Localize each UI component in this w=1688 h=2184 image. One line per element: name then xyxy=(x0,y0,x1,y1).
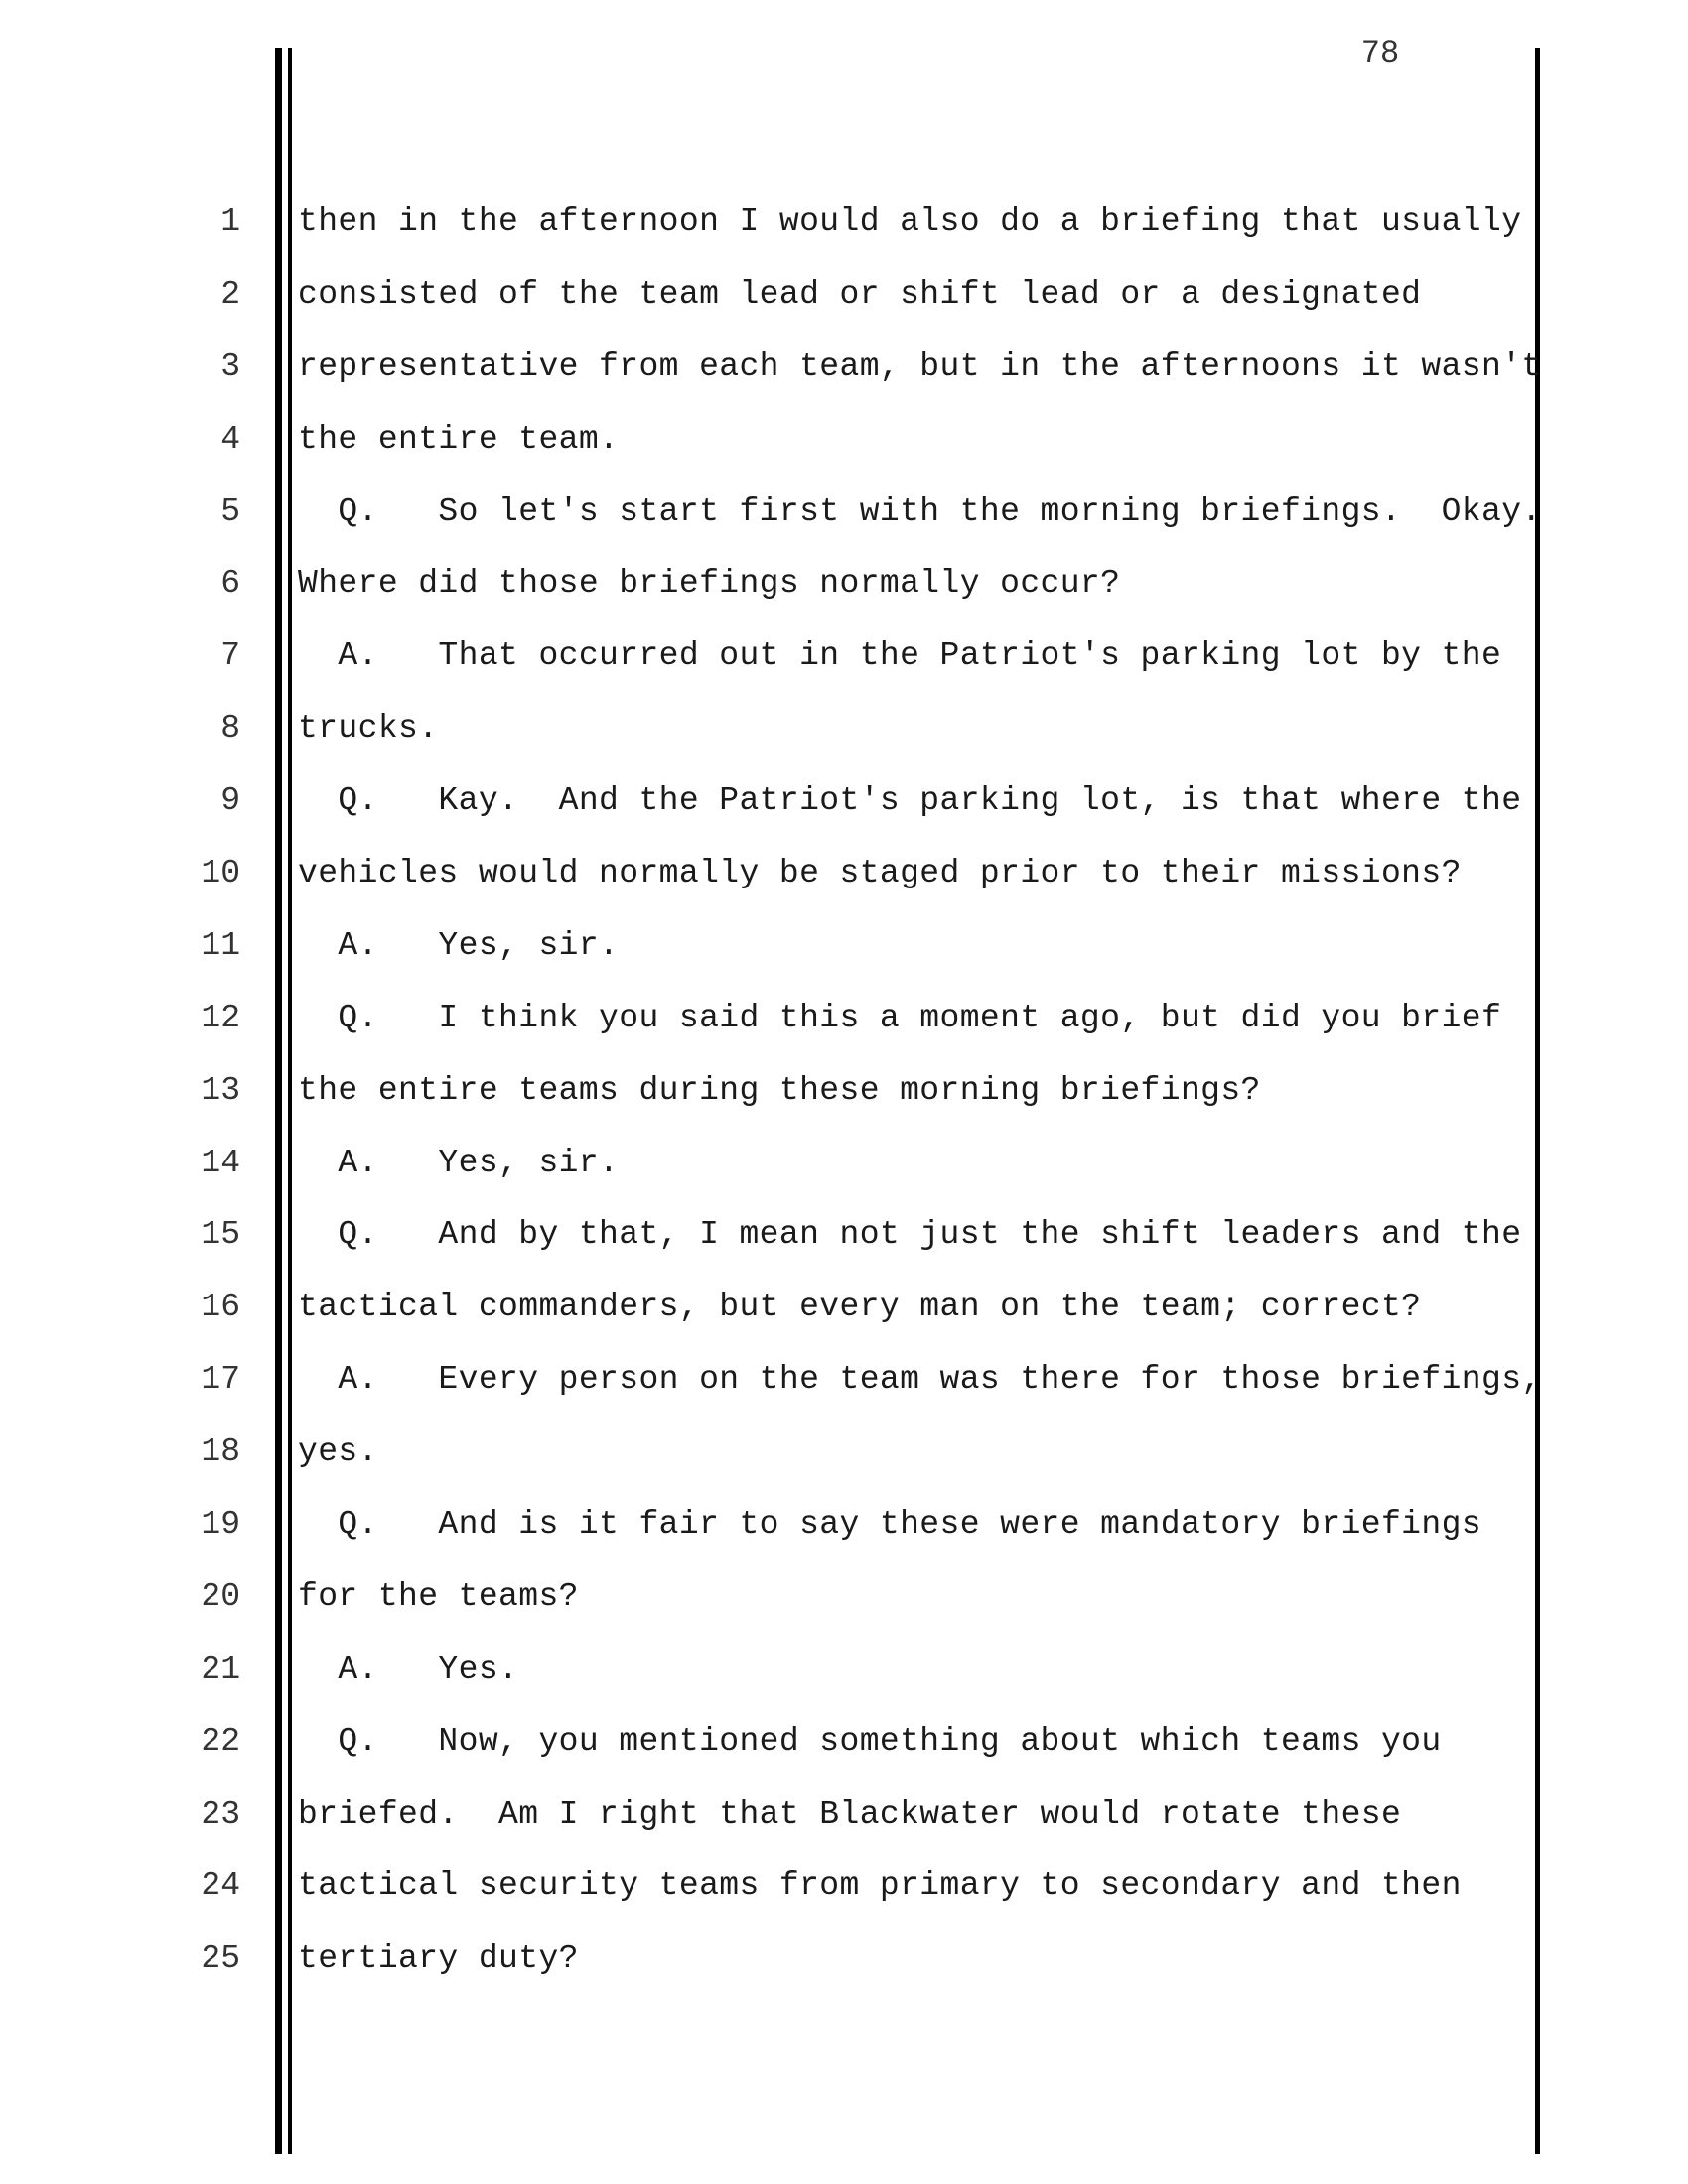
line-number: 6 xyxy=(220,565,240,603)
line-text: tactical security teams from primary to secondary and then xyxy=(298,1867,1462,1905)
line-number: 11 xyxy=(201,926,240,964)
line-number: 2 xyxy=(220,275,240,313)
transcript-line xyxy=(0,195,1688,267)
line-text: A. That occurred out in the Patriot's parking lot by the xyxy=(298,637,1502,675)
line-text: then in the afternoon I would also do a briefing that usually xyxy=(298,204,1522,240)
line-text: A. Yes. xyxy=(298,1650,519,1688)
transcript-line xyxy=(0,1280,1688,1352)
line-number: 13 xyxy=(201,1071,240,1109)
transcript-lines xyxy=(0,195,1688,2003)
line-number: 12 xyxy=(201,999,240,1036)
line-number: 15 xyxy=(201,1216,240,1254)
line-number: 14 xyxy=(201,1144,240,1181)
transcript-line xyxy=(0,991,1688,1063)
line-text: Q. And is it fair to say these were mandatory briefings xyxy=(298,1506,1481,1544)
line-text: for the teams? xyxy=(298,1577,579,1615)
line-number: 7 xyxy=(220,637,240,675)
line-number: 9 xyxy=(220,782,240,820)
transcript-line xyxy=(0,1425,1688,1497)
transcript-line xyxy=(0,773,1688,846)
line-text: A. Yes, sir. xyxy=(298,926,620,964)
line-text: trucks. xyxy=(298,710,439,748)
transcript-line xyxy=(0,628,1688,701)
transcript-line xyxy=(0,1497,1688,1570)
line-text: briefed. Am I right that Blackwater would rotate these xyxy=(298,1795,1402,1833)
line-number: 17 xyxy=(201,1361,240,1399)
transcript-line xyxy=(0,846,1688,918)
line-text: Q. Kay. And the Patriot's parking lot, is that where the xyxy=(298,782,1522,820)
line-number: 5 xyxy=(220,492,240,530)
line-number: 1 xyxy=(220,204,240,240)
line-text: the entire teams during these morning briefings? xyxy=(298,1071,1261,1109)
line-text: Q. I think you said this a moment ago, but did you brief xyxy=(298,999,1502,1036)
transcript-line xyxy=(0,1858,1688,1931)
line-text: Where did those briefings normally occur? xyxy=(298,565,1121,603)
transcript-line xyxy=(0,556,1688,628)
line-number: 20 xyxy=(201,1577,240,1615)
line-text: A. Yes, sir. xyxy=(298,1144,620,1181)
transcript-line xyxy=(0,1136,1688,1208)
line-number: 24 xyxy=(201,1867,240,1905)
line-text: Q. And by that, I mean not just the shift leaders and the xyxy=(298,1216,1522,1254)
transcript-line xyxy=(0,1714,1688,1787)
line-text: consisted of the team lead or shift lead or a designated xyxy=(298,275,1422,313)
line-number: 25 xyxy=(201,1940,240,1978)
transcript-line xyxy=(0,1787,1688,1859)
line-number: 19 xyxy=(201,1506,240,1544)
line-number: 4 xyxy=(220,420,240,458)
line-text: yes. xyxy=(298,1433,378,1471)
line-number: 10 xyxy=(201,855,240,892)
line-text: representative from each team, but in the afternoons it wasn't xyxy=(298,347,1542,385)
transcript-line xyxy=(0,1931,1688,2003)
line-text: the entire team. xyxy=(298,420,620,458)
line-text: vehicles would normally be staged prior to their missions? xyxy=(298,855,1462,892)
line-text: tertiary duty? xyxy=(298,1940,579,1978)
transcript-line xyxy=(0,1352,1688,1425)
page-number: 78 xyxy=(1360,35,1400,71)
line-number: 8 xyxy=(220,710,240,748)
transcript-line xyxy=(0,340,1688,412)
transcript-line xyxy=(0,267,1688,340)
transcript-line xyxy=(0,918,1688,991)
transcript-line xyxy=(0,1642,1688,1714)
line-text: Q. So let's start first with the morning briefings. Okay. xyxy=(298,492,1542,530)
line-text: Q. Now, you mentioned something about which teams you xyxy=(298,1722,1442,1760)
line-text: A. Every person on the team was there for those briefings, xyxy=(298,1361,1542,1399)
transcript-line xyxy=(0,484,1688,557)
line-number: 16 xyxy=(201,1289,240,1326)
line-number: 3 xyxy=(220,347,240,385)
transcript-line xyxy=(0,701,1688,773)
transcript-line xyxy=(0,1207,1688,1280)
line-number: 21 xyxy=(201,1650,240,1688)
line-number: 22 xyxy=(201,1722,240,1760)
line-number: 23 xyxy=(201,1795,240,1833)
line-text: tactical commanders, but every man on the team; correct? xyxy=(298,1289,1422,1326)
line-number: 18 xyxy=(201,1433,240,1471)
transcript-line xyxy=(0,1063,1688,1136)
transcript-line xyxy=(0,412,1688,484)
transcript-line xyxy=(0,1570,1688,1642)
